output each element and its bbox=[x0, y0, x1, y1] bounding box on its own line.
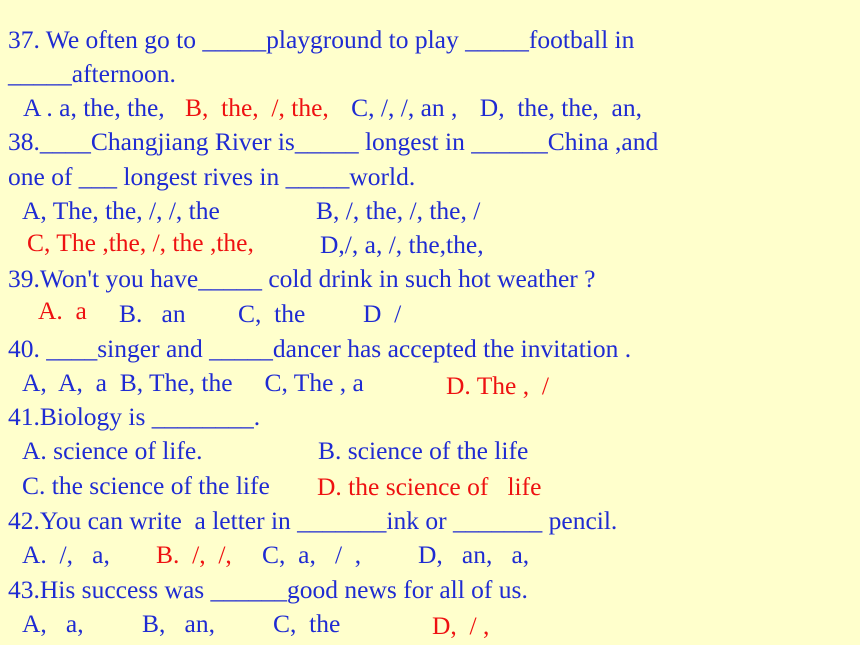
q43-stem: 43.His success was ______good news for all of us. bbox=[8, 575, 528, 604]
q37-stem-line1: 37. We often go to _____playground to play _____football in bbox=[8, 25, 635, 54]
q37-option-b-answer: B, the, /, the, bbox=[185, 93, 329, 122]
q43-option-d-answer: D, / , bbox=[432, 611, 490, 640]
q39-stem: 39.Won't you have_____ cold drink in such hot weather ? bbox=[8, 264, 596, 293]
q39-option-a-answer: A. a bbox=[38, 296, 87, 325]
q37-option-a: A . a, the, the, bbox=[23, 93, 165, 122]
q41-option-c: C. the science of the life bbox=[22, 471, 270, 500]
q38-option-d: D,/, a, /, the,the, bbox=[320, 230, 484, 259]
q39-option-c: C, the bbox=[238, 299, 306, 328]
q37-options bbox=[23, 93, 642, 123]
q37-option-d: D, the, the, an, bbox=[479, 93, 642, 122]
q37-stem-line2: _____afternoon. bbox=[8, 59, 176, 88]
q42-option-c: C, a, / , bbox=[262, 540, 362, 569]
q41-option-a: A. science of life. bbox=[22, 436, 203, 465]
q39-option-d: D / bbox=[363, 299, 402, 328]
q40-option-d-answer: D. The , / bbox=[446, 371, 549, 400]
q40-options-abc: A, A, a B, The, the C, The , a bbox=[22, 368, 364, 397]
q38-option-a: A, The, the, /, /, the bbox=[22, 196, 220, 225]
q43-option-b: B, an, bbox=[142, 609, 215, 638]
q42-option-b-answer: B. /, /, bbox=[156, 540, 232, 569]
q38-stem-line1: 38.____Changjiang River is_____ longest in ______China ,and bbox=[8, 127, 659, 156]
q41-stem: 41.Biology is ________. bbox=[8, 402, 261, 431]
q37-option-c: C, /, /, an , bbox=[351, 93, 458, 122]
q38-option-c-answer: C, The ,the, /, the ,the, bbox=[27, 228, 254, 257]
q41-option-b: B. science of the life bbox=[318, 436, 529, 465]
q42-option-d: D, an, a, bbox=[418, 540, 530, 569]
q42-stem: 42.You can write a letter in _______ink or _______ pencil. bbox=[8, 506, 618, 535]
q40-stem: 40. ____singer and _____dancer has accepted the invitation . bbox=[8, 334, 632, 363]
q43-option-c: C, the bbox=[273, 609, 341, 638]
q38-stem-line2: one of ___ longest rives in _____world. bbox=[8, 162, 416, 191]
q42-option-a: A. /, a, bbox=[22, 540, 110, 569]
q38-option-b: B, /, the, /, the, / bbox=[316, 196, 481, 225]
q43-option-a: A, a, bbox=[22, 609, 84, 638]
q39-option-b: B. an bbox=[119, 299, 186, 328]
q41-option-d-answer: D. the science of life bbox=[317, 472, 542, 501]
